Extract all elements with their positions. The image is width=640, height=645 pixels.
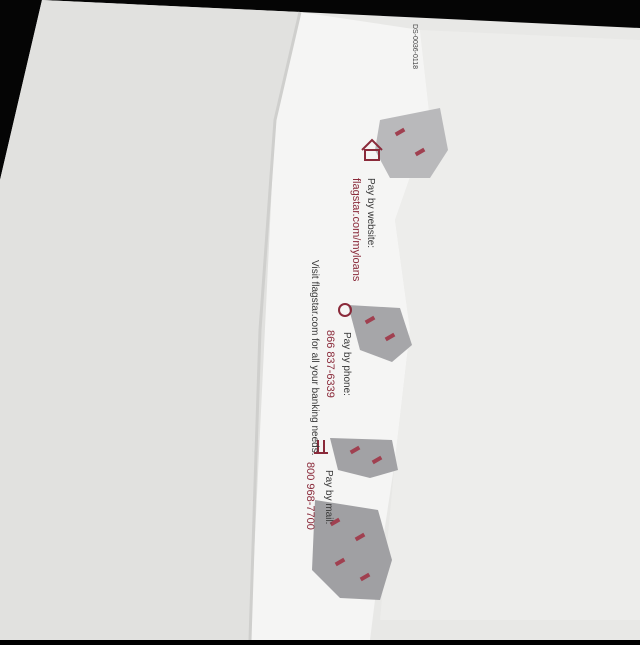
website-url: flagstar.com/myloans: [350, 178, 362, 282]
tagline: Visit flagstar.com for all your banking needs.: [309, 260, 320, 456]
pay-by-mail-label: Pay by mail:: [323, 470, 334, 525]
phone-number-1: 866 837-6339: [324, 330, 336, 398]
pay-by-website-label: Pay by website:: [365, 178, 376, 249]
phone-number-2: 800 968-7700: [304, 462, 316, 530]
form-code: DS-0036-0118: [411, 24, 418, 70]
pay-by-phone-label: Pay by phone:: [341, 332, 352, 396]
